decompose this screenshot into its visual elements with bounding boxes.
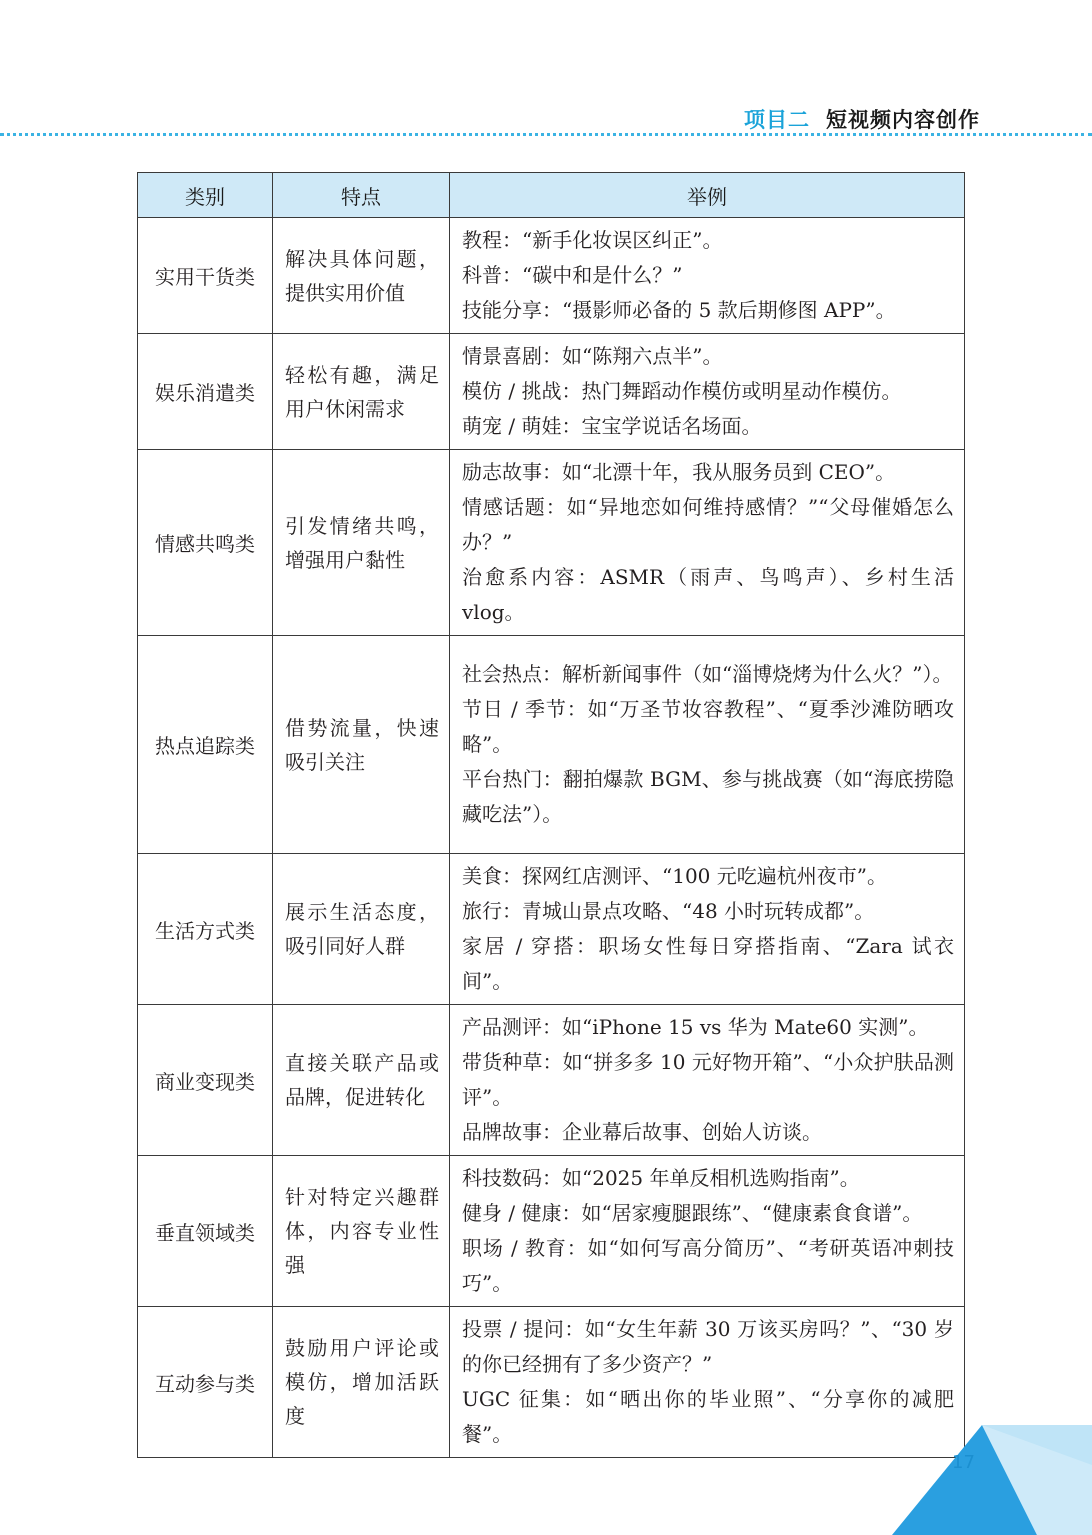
example-line: 节日 / 季节：如“万圣节妆容教程”、“夏季沙滩防晒攻略”。 [462, 697, 954, 756]
examples-cell [450, 854, 965, 1005]
example-line: 教程：“新手化妆误区纠正”。 [462, 228, 723, 252]
example-line: 品牌故事：企业幕后故事、创始人访谈。 [462, 1120, 822, 1144]
table-row [138, 1156, 965, 1307]
example-line: 投票 / 提问：如“女生年薪 30 万该买房吗？”、“30 岁的你已经拥有了多少资产？” [462, 1317, 954, 1376]
feature-cell: 解决具体问题，提供实用价值 [273, 218, 450, 334]
example-line: 情感话题：如“异地恋如何维持感情？”“父母催婚怎么办？” [462, 495, 954, 554]
category-cell: 垂直领域类 [138, 1156, 273, 1307]
page-corner-decoration [892, 1425, 1092, 1535]
category-cell: 娱乐消遣类 [138, 334, 273, 450]
example-line: 产品测评：如“iPhone 15 vs 华为 Mate60 实测”。 [462, 1015, 929, 1039]
table-row [138, 218, 965, 334]
category-cell: 商业变现类 [138, 1005, 273, 1156]
example-line: 情景喜剧：如“陈翔六点半”。 [462, 344, 723, 368]
example-line: 治愈系内容：ASMR（雨声、鸟鸣声）、乡村生活 vlog。 [462, 565, 954, 624]
example-line: 模仿 / 挑战：热门舞蹈动作模仿或明星动作模仿。 [462, 379, 902, 403]
example-line: 技能分享：“摄影师必备的 5 款后期修图 APP”。 [462, 298, 896, 322]
example-line: 萌宠 / 萌娃：宝宝学说话名场面。 [462, 414, 762, 438]
table-row [138, 450, 965, 636]
column-header-feature: 特点 [273, 173, 450, 218]
column-header-category: 类别 [138, 173, 273, 218]
example-line: 社会热点：解析新闻事件（如“淄博烧烤为什么火？”）。 [462, 662, 953, 686]
feature-cell: 轻松有趣，满足用户休闲需求 [273, 334, 450, 450]
example-line: 平台热门：翻拍爆款 BGM、参与挑战赛（如“海底捞隐藏吃法”）。 [462, 767, 954, 826]
feature-cell: 鼓励用户评论或模仿，增加活跃度 [273, 1307, 450, 1458]
table-row [138, 334, 965, 450]
feature-cell: 直接关联产品或品牌，促进转化 [273, 1005, 450, 1156]
content-category-table [137, 172, 965, 1458]
example-line: 科普：“碳中和是什么？” [462, 263, 683, 287]
example-line: 带货种草：如“拼多多 10 元好物开箱”、“小众护肤品测评”。 [462, 1050, 954, 1109]
feature-cell: 展示生活态度，吸引同好人群 [273, 854, 450, 1005]
category-cell: 生活方式类 [138, 854, 273, 1005]
running-header [744, 104, 980, 134]
category-cell: 互动参与类 [138, 1307, 273, 1458]
table-header-row [138, 173, 965, 218]
category-cell: 热点追踪类 [138, 636, 273, 854]
table-row [138, 636, 965, 854]
table-row [138, 1307, 965, 1458]
example-line: UGC 征集：如“晒出你的毕业照”、“分享你的减肥餐”。 [462, 1387, 954, 1446]
chapter-title: 短视频内容创作 [826, 108, 980, 132]
table-row [138, 854, 965, 1005]
examples-cell [450, 334, 965, 450]
examples-cell [450, 1005, 965, 1156]
example-line: 科技数码：如“2025 年单反相机选购指南”。 [462, 1166, 860, 1190]
feature-cell: 引发情绪共鸣，增强用户黏性 [273, 450, 450, 636]
example-line: 职场 / 教育：如“如何写高分简历”、“考研英语冲刺技巧”。 [462, 1236, 954, 1295]
category-cell: 实用干货类 [138, 218, 273, 334]
examples-cell [450, 218, 965, 334]
feature-cell: 针对特定兴趣群体，内容专业性强 [273, 1156, 450, 1307]
example-line: 健身 / 健康：如“居家瘦腿跟练”、“健康素食食谱”。 [462, 1201, 923, 1225]
page-number: 17 [952, 1452, 975, 1473]
table-row [138, 1005, 965, 1156]
examples-cell [450, 450, 965, 636]
examples-cell [450, 636, 965, 854]
example-line: 旅行：青城山景点攻略、“48 小时玩转成都”。 [462, 899, 875, 923]
column-header-examples: 举例 [450, 173, 965, 218]
header-dotted-rule [0, 133, 1092, 136]
feature-cell: 借势流量，快速吸引关注 [273, 636, 450, 854]
examples-cell [450, 1156, 965, 1307]
example-line: 美食：探网红店测评、“100 元吃遍杭州夜市”。 [462, 864, 887, 888]
examples-cell [450, 1307, 965, 1458]
category-cell: 情感共鸣类 [138, 450, 273, 636]
example-line: 家居 / 穿搭：职场女性每日穿搭指南、“Zara 试衣间”。 [462, 934, 954, 993]
example-line: 励志故事：如“北漂十年，我从服务员到 CEO”。 [462, 460, 896, 484]
project-label: 项目二 [744, 108, 810, 132]
